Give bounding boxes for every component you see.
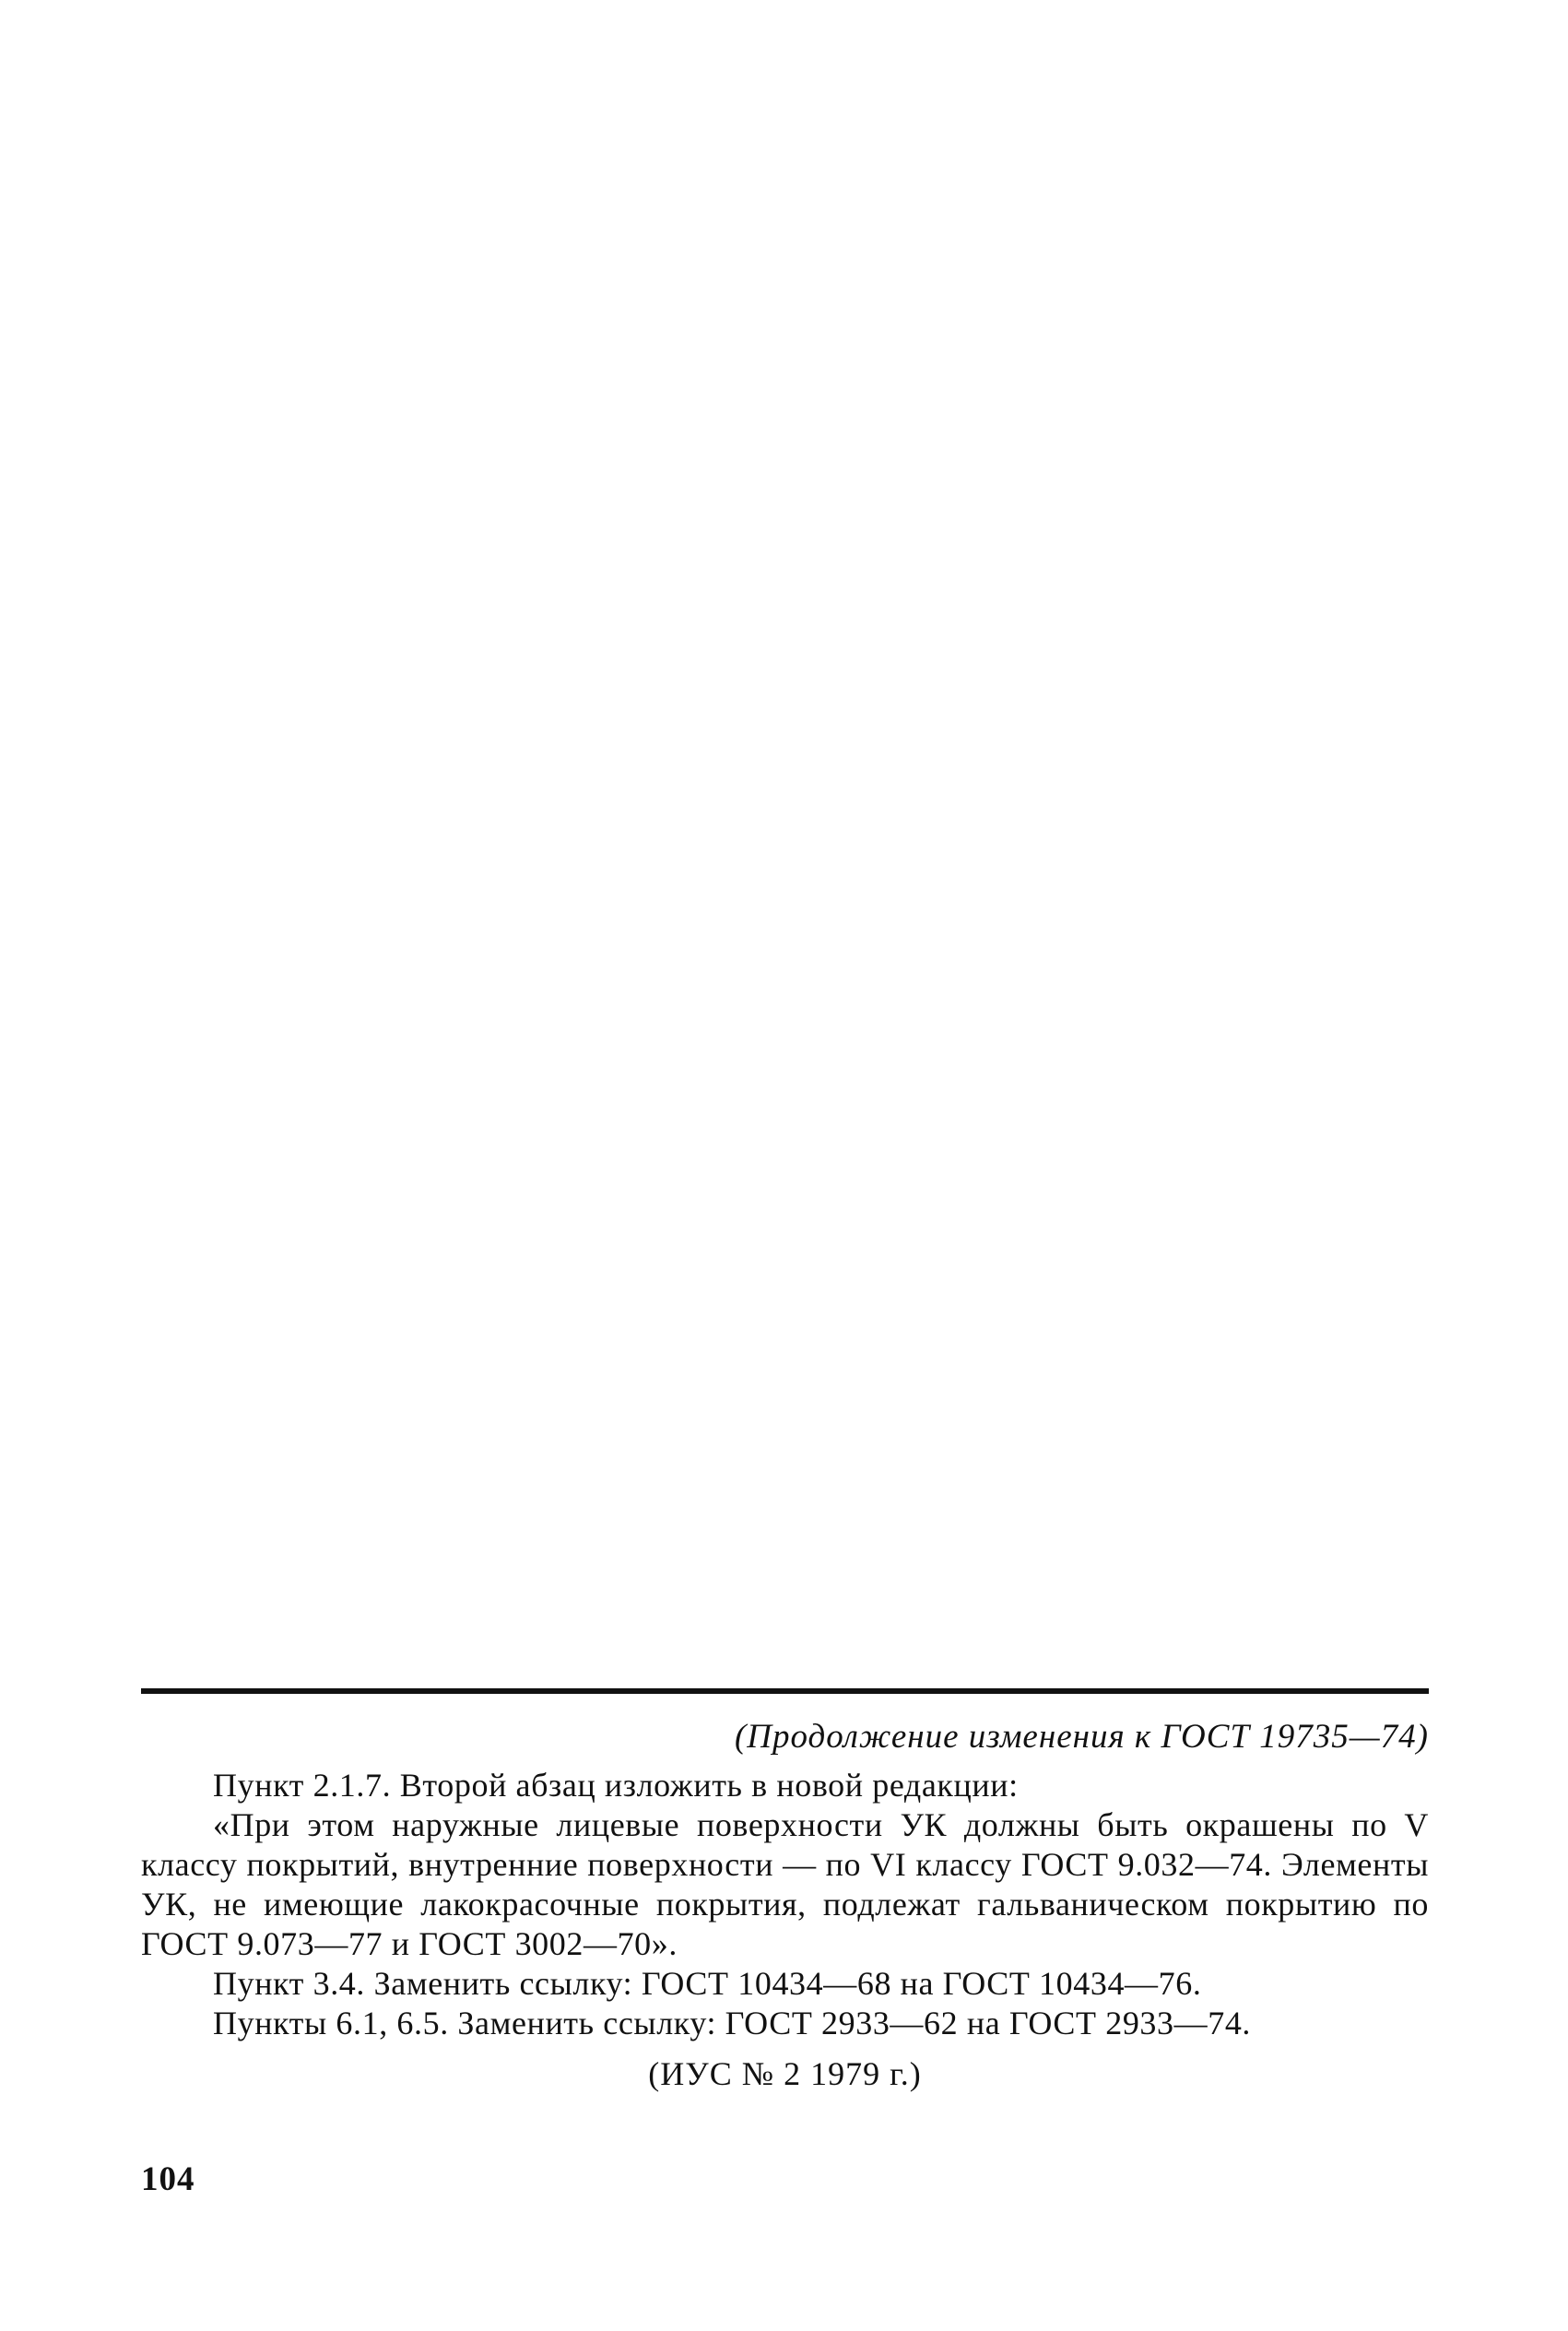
amendment-text xyxy=(141,1766,1429,2043)
continuation-note: (Продолжение изменения к ГОСТ 19735—74) xyxy=(734,1718,1429,1756)
page-number: 104 xyxy=(141,2160,195,2198)
paragraph-item-2-1-7: Пункт 2.1.7. Второй абзац изложить в новой редакции: xyxy=(213,1767,1019,1804)
paragraph-items-6-1-6-5: Пункты 6.1, 6.5. Заменить ссылку: ГОСТ 2933—62 на ГОСТ 2933—74. xyxy=(213,2005,1252,2041)
issue-reference: (ИУС № 2 1979 г.) xyxy=(648,2055,922,2092)
horizontal-rule xyxy=(141,1688,1429,1694)
paragraph-quoted-text: «При этом наружные лицевые поверхности УК должны быть окрашены по V классу покрытий, внутренние поверхности — по VI классу ГОСТ 9.032—74. Элементы УК, не имеющие лакокрасочные покрытия, подлежат гальваническом покрытию по ГОСТ 9.073—77 и ГОСТ 3002—70». xyxy=(141,1806,1429,1962)
paragraph-item-3-4: Пункт 3.4. Заменить ссылку: ГОСТ 10434—68 на ГОСТ 10434—76. xyxy=(213,1965,1202,2002)
